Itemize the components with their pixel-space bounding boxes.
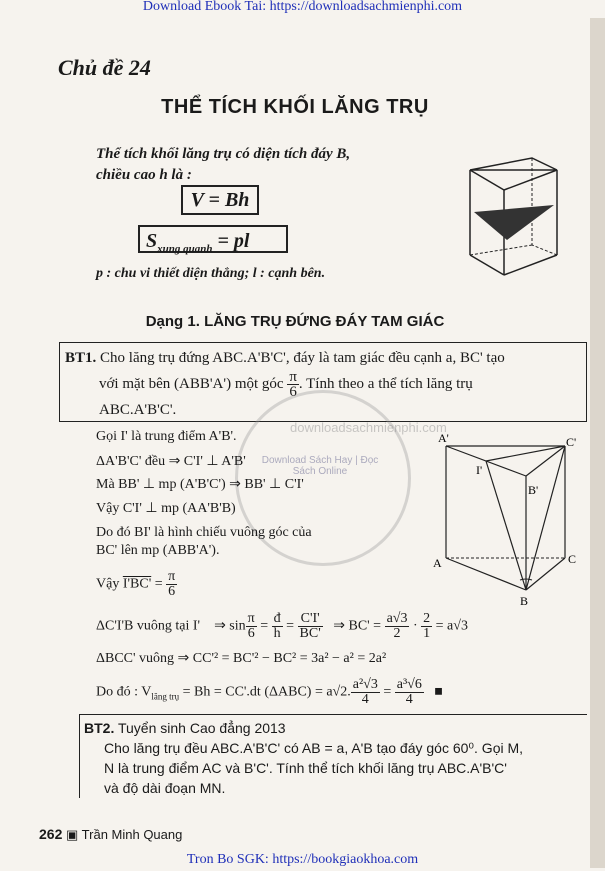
e1-h: h — [273, 626, 281, 641]
topic-heading: Chủ đề 24 — [58, 55, 151, 80]
e3-mid: = Bh = CC'.dt (ΔABC) = a√2. — [179, 684, 351, 700]
solution-line-6: BC' lên mp (ABB'A'). — [96, 543, 220, 558]
bt1-line-3: ABC.A'B'C'. — [99, 402, 177, 418]
e1-prefix: ΔC'I'B vuông tại I' — [96, 618, 201, 634]
formula-legend: p : chu vi thiết diện thẳng; l : cạnh bên. — [96, 266, 326, 281]
e1-pi-frac — [246, 612, 257, 641]
e3-n2: a³√6 — [396, 677, 422, 692]
formula-s: S — [146, 230, 158, 252]
bottom-link[interactable]: Tron Bo SGK: https://bookgiaokhoa.com — [186, 852, 419, 867]
angle: I'BC' — [122, 576, 152, 592]
e1-21-frac — [421, 612, 432, 641]
e3-sub: lăng trụ — [151, 691, 180, 702]
bt2-line-3: và độ dài đoạn MN. — [104, 780, 226, 796]
author-name: Trần Minh Quang — [81, 827, 183, 842]
e1-den: BC' — [299, 626, 321, 641]
bt2-line-2: N là trung điểm AC và B'C'. Tính thể tích khối lăng trụ ABC.A'B'C' — [104, 760, 507, 776]
bt1-line-1: Cho lăng trụ đứng ABC.A'B'C', đáy là tam giác đều cạnh a, BC' tạo — [100, 350, 505, 366]
e1-d: đ — [273, 611, 281, 626]
equation-1: ΔC'I'B vuông tại I' ⇒ sin $\frac{\pi}{6}$ = $\frac{đ}{h}$ = $\frac{C'I'}{BC'}$ ⇒ BC' = $\frac{a√3}{2}$ · $\frac{2}{1}$ = a√3 — [96, 611, 468, 641]
e1-num: C'I' — [298, 612, 323, 627]
fig-label-A-top: A' — [438, 431, 449, 445]
solution-figure — [430, 430, 585, 610]
solution-line-5: Do đó BI' là hình chiếu vuông góc của — [96, 525, 312, 540]
page-title: THỂ TÍCH KHỐI LĂNG TRỤ — [161, 96, 429, 118]
e3-n1: a²√3 — [352, 677, 378, 692]
cross-section — [474, 205, 554, 240]
e1-dh-frac — [272, 612, 283, 641]
e1-bc: ⇒ BC' = — [333, 618, 382, 634]
book-icon: ▣ — [65, 827, 79, 842]
solution-line-7 — [96, 570, 177, 599]
fig-label-C-top: C' — [566, 435, 577, 449]
page-number: 262 — [39, 826, 63, 842]
page-edge — [590, 18, 605, 868]
e3-d1: 4 — [361, 692, 369, 707]
e3-frac-1 — [351, 678, 380, 707]
bt2-label: BT2. — [84, 720, 115, 736]
bt2-line-1: Cho lăng trụ đều ABC.A'B'C' có AB = a, A'B tạo đáy góc 60⁰. Gọi M, — [104, 740, 524, 756]
solution-line-4: Vậy C'I' ⊥ mp (AA'B'B) — [96, 501, 236, 516]
page-footer — [39, 826, 182, 843]
volume-formula: V = Bh — [181, 185, 259, 215]
end-mark: ■ — [434, 684, 443, 700]
e3-prefix: Do đó : V — [96, 684, 152, 700]
e1-two: 2 — [393, 626, 401, 641]
s7-prefix: Vậy — [96, 576, 123, 592]
formula-rest: = pl — [212, 230, 250, 252]
watermark-url: downloadsachmienphi.com — [290, 420, 447, 435]
formula-sub: xung quanh — [157, 243, 213, 255]
six-b: 6 — [168, 584, 176, 599]
fig-label-I-top: I' — [476, 463, 483, 477]
solution-line-3: Mà BB' ⊥ mp (A'B'C') ⇒ BB' ⊥ C'I' — [96, 477, 304, 492]
e3-frac-2 — [395, 678, 424, 707]
intro-line-1: Thể tích khối lăng trụ có diện tích đáy B, — [96, 146, 351, 162]
intro-text — [96, 144, 436, 186]
e1-a3-frac — [385, 612, 410, 641]
watermark-tagline: Download Sách Hay | Đọc Sách Online — [261, 455, 379, 477]
equation-2: ΔBCC' vuông ⇒ CC'² = BC'² − BC² = 3a² − a² = 2a² — [96, 651, 387, 666]
prism-figure — [462, 150, 562, 290]
fig-label-B: B — [520, 594, 529, 608]
solution-line-1: Gọi I' là trung điểm A'B'. — [96, 429, 237, 444]
bt1-line-2b: . Tính theo a thể tích lăng trụ — [298, 375, 473, 392]
fig-label-B-top: B' — [528, 483, 539, 497]
fig-label-A: A — [433, 556, 442, 570]
equation-3: Do đó : $V_{lăng trụ} = Bh = CC'.dt$ (ΔABC) = a√2. $\frac{\text{a²√3}}{4}$ = $\frac{\text{a³√6}}{4}$ ■ — [96, 677, 443, 707]
bt1-line-2a: với mặt bên (ABB'A') một góc — [99, 375, 284, 392]
download-header[interactable]: Download Ebook Tai: https://downloadsachmienphi.com — [142, 0, 463, 14]
bt1-label: BT1. — [65, 350, 97, 366]
solution-line-2: ΔA'B'C' đều ⇒ C'I' ⊥ A'B' — [96, 454, 246, 469]
pi-over-6-b — [166, 570, 177, 599]
e3-d2: 4 — [405, 692, 413, 707]
e1-sin: ⇒ sin — [214, 618, 246, 634]
bt2-source: Tuyển sinh Cao đẳng 2013 — [117, 720, 286, 736]
lateral-area-formula — [138, 225, 288, 253]
e1-a3: a√3 — [386, 611, 408, 626]
e1-pi: π — [247, 611, 255, 626]
e1-ci-frac — [298, 612, 323, 641]
s7-eq: = — [151, 576, 167, 592]
intro-line-2: chiều cao h là : — [96, 167, 192, 183]
e1-two-b: 2 — [423, 611, 431, 626]
bt2-problem — [84, 718, 587, 798]
pi-b: π — [168, 569, 176, 584]
section-heading: Dạng 1. LĂNG TRỤ ĐỨNG ĐÁY TAM GIÁC — [145, 313, 445, 330]
e1-six: 6 — [247, 626, 255, 641]
e1-one: 1 — [423, 626, 431, 641]
fig-label-C: C — [568, 552, 577, 566]
six: 6 — [289, 384, 297, 400]
e1-result: = a√3 — [435, 618, 468, 634]
pi: π — [289, 369, 297, 385]
